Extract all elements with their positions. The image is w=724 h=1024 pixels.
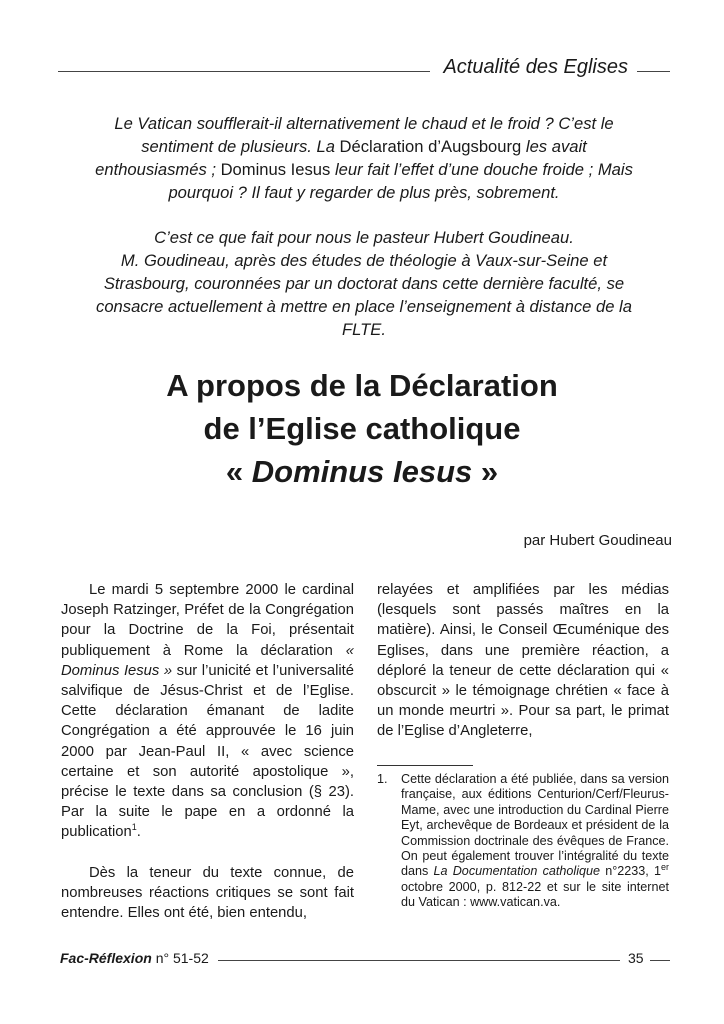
footer-publication bbox=[60, 950, 209, 966]
intro-text: les avait enthousiasmés ; bbox=[95, 137, 587, 179]
title-line: « Dominus Iesus » bbox=[225, 454, 499, 489]
body-paragraph: Dès la teneur du texte connue, de nombreuses réactions critiques se sont fait entendre. Elles ont été, bien entendu, bbox=[61, 864, 354, 922]
intro-paragraph-2 bbox=[90, 226, 638, 341]
footnote-number: 1. bbox=[377, 772, 388, 786]
header-rule-right bbox=[637, 71, 670, 72]
body-paragraph: relayées et amplifiées par les médias (lesquels sont passés maîtres en la matière). Ainsi, le Conseil Œcuménique des Eglises, dans une première réaction, a déploré la teneur de cette déclaration qui « obscurcit » le témoignage chrétien « face à un monde meurtri ». Pour sa part, le primat de l’Eglise d’Angleterre, bbox=[377, 582, 669, 740]
page-number: 35 bbox=[628, 950, 644, 966]
title-emphasis: Dominus Iesus bbox=[251, 454, 473, 489]
emphasis-text: « Dominus Iesus » bbox=[61, 642, 354, 679]
intro-text: C’est ce que fait pour nous le pasteur Hubert Goudineau. bbox=[154, 228, 574, 247]
body-column-left bbox=[61, 580, 354, 923]
intro-text: M. Goudineau, après des études de théologie à Vaux-sur-Seine et Strasbourg, couronnées par un doctorat dans cette dernière faculté, se consacre actuellement à mettre en place l’enseignement à distance de la FLTE. bbox=[96, 251, 632, 339]
article-title bbox=[60, 364, 664, 493]
footer-rule-left bbox=[218, 960, 620, 961]
section-title: Actualité des Eglises bbox=[443, 56, 628, 78]
intro-upright-text: Déclaration d’Augsbourg bbox=[339, 137, 522, 156]
body-column-right bbox=[377, 580, 669, 742]
title-line: de l’Eglise catholique bbox=[203, 411, 521, 446]
footer-rule-right bbox=[650, 960, 670, 961]
emphasis-text: La Documentation catholique bbox=[433, 864, 601, 879]
intro-text: Le Vatican soufflerait-il alternativement le chaud et le froid ? C’est le sentiment de plusieurs. La bbox=[114, 114, 614, 156]
title-line: A propos de la Déclaration bbox=[166, 368, 558, 403]
intro-text: leur fait l’effet d’une douche froide ; Mais pourquoi ? Il faut y regarder de plus près, sobrement. bbox=[168, 160, 633, 202]
footnote-text: Cette déclaration a été publiée, dans sa version française, aux éditions Centurion/Cerf/Fleurus-Mame, avec une introduction du Cardinal Pierre Eyt, archevêque de Bordeaux et président de la Commission doctrinale des évêques de France. On peut également trouver l’intégralité du texte dans La Documentation catholique n°2233, 1er octobre 2000, p. 812-22 et sur le site internet du Vatican : www.vatican.va. bbox=[401, 772, 670, 910]
footnote-rule bbox=[377, 765, 473, 766]
header-rule-left bbox=[58, 71, 430, 72]
magazine-name: Fac-Réflexion bbox=[60, 950, 152, 966]
footnote-ref: 1 bbox=[131, 822, 137, 833]
footnote bbox=[377, 772, 669, 911]
intro-paragraph-1 bbox=[90, 112, 638, 204]
body-paragraph: Le mardi 5 septembre 2000 le cardinal Joseph Ratzinger, Préfet de la Congrégation pour la Doctrine de la Foi, présentait publiquement à Rome la déclaration « Dominus Iesus » sur l’unicité et l’universalité salvifique de Jésus-Christ et de l’Eglise. Cette déclaration émanant de ladite Congrégation a été approuvée le 16 juin 2000 par Jean-Paul II, « avec science certaine et son autorité apostolique », précise le texte dans sa conclusion (§ 23). Par la suite le pape en a ordonné la publication$^1$. bbox=[61, 582, 354, 841]
intro-upright-text: Dominus Iesus bbox=[220, 160, 331, 179]
byline: par Hubert Goudineau bbox=[523, 532, 672, 549]
intro-block bbox=[90, 112, 638, 341]
issue-number: n° 51-52 bbox=[151, 950, 209, 966]
